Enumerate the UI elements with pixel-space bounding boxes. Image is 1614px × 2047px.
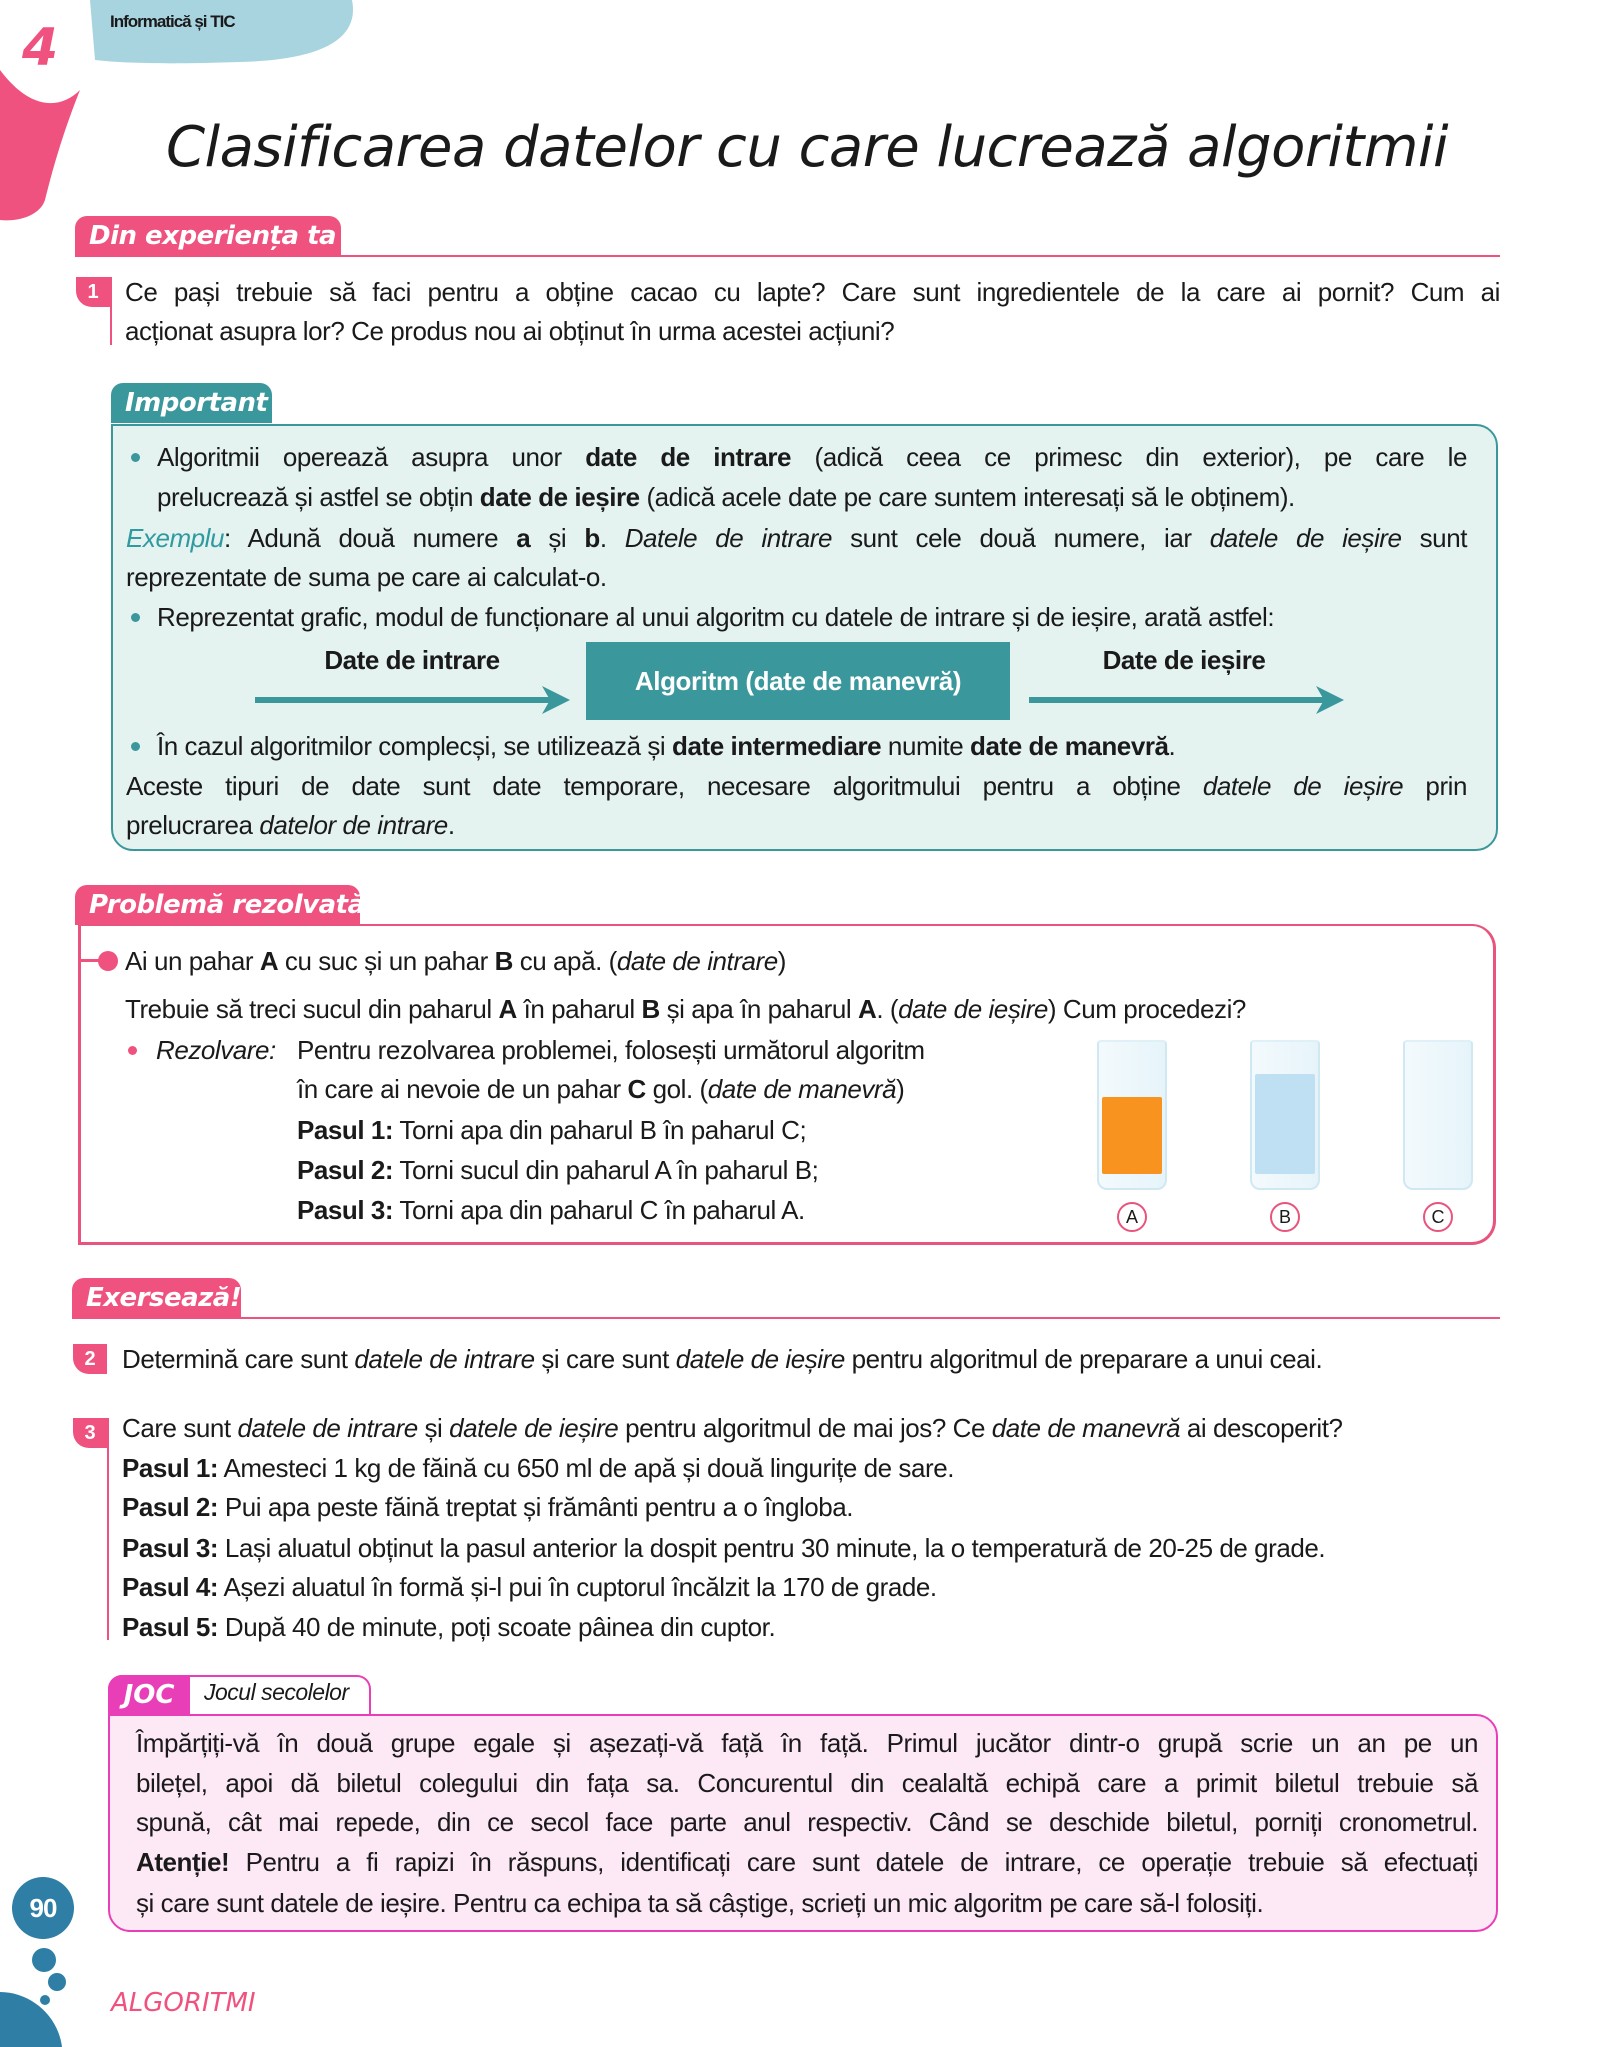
glass-label: C xyxy=(1423,1202,1453,1232)
text-segment: Care sunt xyxy=(122,1413,238,1443)
solution-step xyxy=(297,1113,806,1147)
text-segment: Datele de intrare xyxy=(624,523,832,553)
text-segment: Pasul 1: xyxy=(297,1115,394,1145)
important-text xyxy=(126,769,1467,803)
text-segment: bilețel, apoi dă biletul colegului din fața sa. Concurentul din cealaltă echipă care a primit biletul trebuie să xyxy=(136,1768,1478,1798)
exercise-text xyxy=(122,1411,1343,1445)
text-segment: și apa în paharul xyxy=(659,994,859,1024)
text-segment: C xyxy=(627,1074,646,1104)
text-segment: Pasul 4: xyxy=(122,1572,219,1602)
text-segment: Pasul 3: xyxy=(297,1195,394,1225)
text-segment: numite xyxy=(881,731,971,761)
text-segment: gol. ( xyxy=(645,1074,708,1104)
question-number: 3 xyxy=(73,1418,107,1448)
exercise-text xyxy=(122,1342,1322,1376)
game-text xyxy=(136,1726,1478,1760)
game-text xyxy=(136,1766,1478,1800)
text-segment: . xyxy=(447,810,455,840)
arrow-right-icon xyxy=(250,686,580,716)
subject-label: Informatică și TIC xyxy=(110,12,235,31)
exercise-step xyxy=(122,1570,937,1604)
text-segment: date intermediare xyxy=(672,731,882,761)
question-text xyxy=(125,275,1500,309)
game-text xyxy=(136,1845,1478,1879)
text-segment: Pasul 3: xyxy=(122,1533,219,1563)
text-segment: cu suc și un pahar xyxy=(278,946,495,976)
example-text xyxy=(126,560,607,594)
section-tab-experience: Din experiența ta xyxy=(75,216,341,256)
text-segment: Pasul 2: xyxy=(297,1155,394,1185)
problem-text xyxy=(125,992,1246,1026)
text-segment: Pasul 2: xyxy=(122,1492,219,1522)
text-segment: : Adună două numere xyxy=(224,523,517,553)
text-segment: datele de ieșire xyxy=(675,1344,845,1374)
text-segment: Reprezentat grafic, modul de funcționare al unui algoritm cu datele de intrare și de ieșire, arată astfel: xyxy=(157,602,1275,632)
text-segment: Atenție! xyxy=(136,1847,230,1877)
text-segment: date de manevră xyxy=(970,731,1169,761)
text-segment: datele de ieșire xyxy=(1209,523,1402,553)
problem-text xyxy=(125,944,786,978)
text-segment: date de intrare xyxy=(616,946,778,976)
divider xyxy=(75,255,1500,257)
glass-c xyxy=(1403,1040,1473,1190)
text-segment: și xyxy=(417,1413,450,1443)
page-title: Clasificarea datelor cu care lucrează algoritmii xyxy=(165,115,1449,180)
important-text xyxy=(157,480,1295,514)
text-segment: . xyxy=(1168,731,1176,761)
text-segment: date de ieșire xyxy=(898,994,1048,1024)
text-segment: ai descoperit? xyxy=(1180,1413,1343,1443)
exercise-step xyxy=(122,1451,954,1485)
text-segment: A xyxy=(498,994,517,1024)
text-segment: Pentru a fi rapizi în răspuns, identificați care sunt datele de intrare, ce operație trebuie să efectuați xyxy=(229,1847,1478,1877)
page-number: 90 xyxy=(12,1877,74,1939)
exercise-step xyxy=(122,1490,853,1524)
important-text xyxy=(157,440,1467,474)
text-segment: A xyxy=(259,946,279,976)
text-segment: prelucrarea xyxy=(126,810,260,840)
text-segment: datele de ieșire xyxy=(1202,771,1404,801)
algorithm-box: Algoritm (date de manevră) xyxy=(586,642,1010,720)
text-segment: Trebuie să treci sucul din paharul xyxy=(125,994,499,1024)
text-segment: și care sunt xyxy=(534,1344,676,1374)
text-segment: prin xyxy=(1403,771,1467,801)
glass-liquid xyxy=(1255,1074,1315,1174)
text-segment: sunt cele două numere, iar xyxy=(831,523,1210,553)
glass-label: A xyxy=(1117,1202,1147,1232)
text-segment: Exemplu xyxy=(126,523,225,553)
text-segment: Ai un pahar xyxy=(125,946,260,976)
solution-text xyxy=(297,1033,925,1067)
bullet-icon xyxy=(131,613,140,622)
text-segment: Lași aluatul obținut la pasul anterior la dospit pentru 30 minute, la o temperatură de 20-25 de grade. xyxy=(218,1533,1326,1563)
text-segment: Amesteci 1 kg de făină cu 650 ml de apă și două lingurițe de sare. xyxy=(218,1453,954,1483)
text-segment: Pasul 5: xyxy=(122,1612,219,1642)
text-segment: (adică ceea ce primesc din exterior), pe care le xyxy=(791,442,1468,472)
text-segment: datele de intrare xyxy=(354,1344,535,1374)
glass-a xyxy=(1097,1040,1167,1190)
footer-decoration xyxy=(0,1940,80,2047)
text-segment: ) xyxy=(896,1074,905,1104)
text-segment: spună, cât mai repede, din ce secol face parte anul respectiv. Când se deschide biletul, porniți cronometrul. xyxy=(136,1807,1478,1837)
text-segment: Aceste tipuri de date sunt date temporare, necesare algoritmului pentru a obține xyxy=(126,771,1203,801)
text-segment: acționat asupra lor? Ce produs nou ai obținut în urma acestei acțiuni? xyxy=(125,316,895,346)
text-segment: în care ai nevoie de un pahar xyxy=(297,1074,628,1104)
important-text xyxy=(157,600,1274,634)
text-segment: a xyxy=(516,523,531,553)
text-segment: . xyxy=(599,523,625,553)
text-segment: Determină care sunt xyxy=(122,1344,355,1374)
text-segment: . ( xyxy=(876,994,899,1024)
text-segment: După 40 de minute, poți scoate pâinea din cuptor. xyxy=(218,1612,776,1642)
game-title: Jocul secolelor xyxy=(204,1679,349,1705)
glass-liquid xyxy=(1102,1097,1162,1174)
text-segment: date de ieșire xyxy=(479,482,640,512)
text-segment: Ce pași trebuie să faci pentru a obține cacao cu lapte? Care sunt ingredientele de la care ai pornit? Cum ai xyxy=(125,277,1500,307)
diagram-output-label: Date de ieșire xyxy=(1102,645,1266,675)
bullet-icon xyxy=(131,742,140,751)
text-segment: Rezolvare: xyxy=(156,1035,276,1065)
exercise-step xyxy=(122,1531,1325,1565)
text-segment: ) Cum procedezi? xyxy=(1047,994,1246,1024)
chapter-number: 4 xyxy=(22,18,59,78)
text-segment: Algoritmii operează asupra unor xyxy=(157,442,586,472)
text-segment: și xyxy=(530,523,585,553)
example-text xyxy=(126,521,1467,555)
text-segment: în paharul xyxy=(516,994,642,1024)
text-segment: B xyxy=(641,994,660,1024)
text-segment: date de manevră xyxy=(991,1413,1181,1443)
bullet-icon xyxy=(128,1046,137,1055)
question-text xyxy=(125,314,894,348)
text-segment: B xyxy=(494,946,513,976)
text-segment: date de intrare xyxy=(585,442,792,472)
text-segment: Pui apa peste făină treptat și frământi pentru a o îngloba. xyxy=(218,1492,854,1522)
question-marker-line xyxy=(107,1418,109,1640)
text-segment: (adică acele date pe care suntem interesați să le obținem). xyxy=(639,482,1295,512)
text-segment: datele de intrare xyxy=(237,1413,418,1443)
section-tab-important: Important xyxy=(111,383,272,423)
text-segment: În cazul algoritmilor complecși, se utilizează și xyxy=(157,731,673,761)
glass-b xyxy=(1250,1040,1320,1190)
text-segment: datele de ieșire xyxy=(449,1413,619,1443)
text-segment: b xyxy=(584,523,600,553)
solution-label xyxy=(156,1033,276,1067)
solution-text xyxy=(297,1072,904,1106)
question-marker-line xyxy=(110,277,112,345)
section-tab-exercises: Exersează! xyxy=(72,1278,241,1318)
text-segment: Torni apa din paharul C în paharul A. xyxy=(393,1195,805,1225)
marker-dot-icon xyxy=(98,951,118,971)
text-segment: cu apă. ( xyxy=(512,946,617,976)
solution-step xyxy=(297,1153,818,1187)
text-segment: Împărțiți-vă în două grupe egale și așezați-vă față în față. Primul jucător dintr-o grupă scrie un an pe un xyxy=(136,1728,1478,1758)
section-tab-solved-problem: Problemă rezolvată xyxy=(75,885,360,925)
question-number: 1 xyxy=(76,277,110,307)
divider xyxy=(72,1317,1500,1319)
game-text xyxy=(136,1805,1478,1839)
text-segment: prelucrează și astfel se obțin xyxy=(157,482,480,512)
text-segment: pentru algoritmul de preparare a unui ceai. xyxy=(844,1344,1323,1374)
text-segment: Pasul 1: xyxy=(122,1453,219,1483)
text-segment: pentru algoritmul de mai jos? Ce xyxy=(618,1413,992,1443)
text-segment: ) xyxy=(777,946,786,976)
text-segment: date de manevră xyxy=(707,1074,897,1104)
diagram-input-label: Date de intrare xyxy=(324,645,500,675)
text-segment: Torni sucul din paharul A în paharul B; xyxy=(393,1155,819,1185)
text-segment: Așezi aluatul în formă și-l pui în cuptorul încălzit la 170 de grade. xyxy=(218,1572,937,1602)
arrow-right-icon xyxy=(1024,686,1354,716)
exercise-step xyxy=(122,1610,775,1644)
text-segment: reprezentate de suma pe care ai calculat-o. xyxy=(126,562,607,592)
game-text xyxy=(136,1886,1263,1920)
bullet-icon xyxy=(131,453,140,462)
text-segment: sunt xyxy=(1401,523,1467,553)
solution-step xyxy=(297,1193,805,1227)
game-tab-label: JOC xyxy=(108,1675,190,1715)
question-number: 2 xyxy=(73,1344,107,1374)
text-segment: Pentru rezolvarea problemei, folosești următorul algoritm xyxy=(297,1035,925,1065)
glass-label: B xyxy=(1270,1202,1300,1232)
text-segment: datelor de intrare xyxy=(259,810,448,840)
text-segment: și care sunt datele de ieșire. Pentru ca echipa ta să câștige, scrieți un mic algoritm pe care să-l folosiți. xyxy=(136,1888,1264,1918)
footer-section-label: ALGORITMI xyxy=(111,1988,256,2018)
text-segment: Torni apa din paharul B în paharul C; xyxy=(393,1115,807,1145)
important-text xyxy=(157,729,1175,763)
text-segment: A xyxy=(858,994,877,1024)
important-text xyxy=(126,808,455,842)
